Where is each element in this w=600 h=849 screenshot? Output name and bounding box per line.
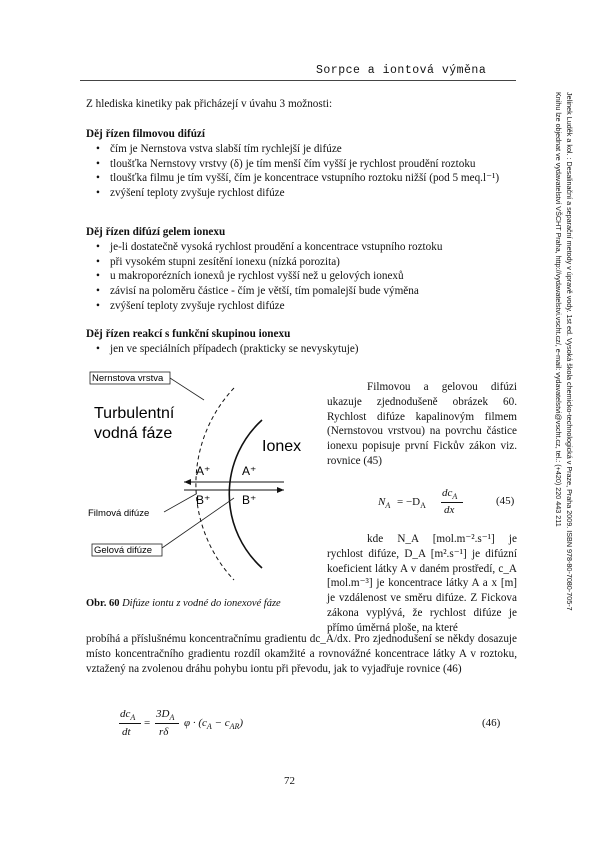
nernst-pointer bbox=[170, 378, 204, 400]
eq46-fraction-bar-2 bbox=[155, 723, 179, 724]
eq46-sub-a: A bbox=[206, 722, 212, 732]
eq45-num: dc bbox=[442, 487, 453, 499]
page-number: 72 bbox=[284, 775, 295, 787]
intro-text: Z hlediska kinetiky pak přicházejí v úvahu 3 možnosti: bbox=[86, 98, 333, 110]
eq45-den: dx bbox=[444, 504, 455, 516]
eq45-fraction-bar bbox=[441, 502, 463, 503]
eq46-equals: = bbox=[144, 717, 151, 729]
gel-diffusion-label: Gelová difúze bbox=[94, 545, 153, 556]
eq46-number: (46) bbox=[482, 717, 501, 729]
a-arrowhead bbox=[184, 479, 191, 485]
equation-46 bbox=[120, 708, 520, 744]
diffusion-figure bbox=[84, 370, 318, 586]
eq46-fraction-bar-1 bbox=[119, 723, 141, 724]
eq45-rhs-sub: A bbox=[420, 501, 426, 511]
nernst-label: Nernstova vrstva bbox=[92, 373, 164, 384]
eq46-sub-ar: AR bbox=[229, 722, 240, 732]
figure-caption bbox=[86, 598, 281, 609]
side-paragraph-2: kde N_A [mol.m⁻².s⁻¹] je rychlost difúze, D_A [m².s⁻¹] je difúzní koeficient látky A v daném prostředí, c_A [mol.m⁻³] je koncentrace látky A a x [m] je vzdálenost ve směru difúze. Z Fickova zákona vyplývá, že rychlost difúze je přímo úměrná ploše, na které bbox=[327, 533, 517, 634]
figure-caption-text: Difúze iontu z vodné do ionexové fáze bbox=[122, 598, 281, 609]
list-item: • u makroporézních ionexů je rychlost vyšší než u gelových ionexů bbox=[86, 269, 526, 284]
eq46-frac2-num-sub: A bbox=[169, 713, 175, 723]
citation-line-1: Jelínek Luděk a kol. : Desalinační a separační metody v úpravě vody. 1st ed. Vysoká škola chemicko-technologická v Praze, Praha 2009. ISBN 978-80-7080-705-7 bbox=[565, 92, 574, 611]
turbulent-label-1: Turbulentní bbox=[94, 405, 175, 422]
figure-caption-number: Obr. 60 bbox=[86, 598, 120, 609]
b-ion-left: B⁺ bbox=[196, 493, 211, 507]
list-item: • při vysokém stupni zesítění ionexu (nízká porozita) bbox=[86, 255, 526, 270]
film-pointer bbox=[164, 494, 196, 512]
section-heading: Děj řízen reakcí s funkční skupinou ionexu bbox=[86, 328, 291, 340]
eq45-lhs-sub: A bbox=[385, 501, 391, 511]
eq46-num: dc bbox=[120, 708, 131, 720]
nernst-layer-boundary bbox=[196, 388, 234, 580]
eq46-tail-end: ) bbox=[239, 717, 244, 729]
running-header: Sorpce a iontová výměna bbox=[316, 64, 487, 77]
a-ion-right: A⁺ bbox=[242, 464, 257, 478]
list-item: • tloušťka filmu je tím vyšší, čím je koncentrace vstupního roztoku nižší (pod 5 meq.l⁻¹) bbox=[86, 171, 526, 186]
b-arrowhead bbox=[277, 487, 284, 493]
list-item: • jen ve speciálních případech (prakticky se nevyskytuje) bbox=[86, 342, 526, 357]
film-diffusion-label: Filmová difúze bbox=[88, 508, 150, 519]
b-ion-right: B⁺ bbox=[242, 493, 257, 507]
list-item: • zvýšení teploty zvyšuje rychlost difúze bbox=[86, 186, 526, 201]
citation-sidebar bbox=[554, 92, 576, 722]
a-ion-left: A⁺ bbox=[196, 464, 211, 478]
eq46-tail: φ · (c bbox=[184, 717, 207, 729]
section-2 bbox=[86, 225, 526, 314]
turbulent-label-2: vodná fáze bbox=[94, 425, 173, 442]
list-item: • tloušťka Nernstovy vrstvy (δ) je tím menší čím vyšší je rychlost proudění roztoku bbox=[86, 157, 526, 172]
section-heading: Děj řízen filmovou difúzí bbox=[86, 128, 206, 140]
eq46-tail-mid: − c bbox=[211, 717, 230, 729]
section-heading: Děj řízen difúzí gelem ionexu bbox=[86, 226, 226, 238]
section-1 bbox=[86, 127, 526, 201]
header-rule bbox=[80, 80, 516, 81]
eq45-rhs: = −D bbox=[397, 496, 421, 508]
eq45-number: (45) bbox=[496, 495, 515, 507]
side-paragraph-1: Filmovou a gelovou difúzi ukazuje zjednodušeně obrázek 60. Rychlost difúze kapalinovým filmem (Nernstovou vrstvou) na povrchu částice ionexu popisuje první Fickův zákon viz. rovnice (45) bbox=[327, 381, 517, 467]
eq46-den: dt bbox=[122, 726, 131, 738]
list-item: • je-li dostatečně vysoká rychlost proudění a koncentrace vstupního roztoku bbox=[86, 240, 526, 255]
full-paragraph: probíhá a příslušnému koncentračnímu gradientu dc_A/dx. Pro zjednodušení se někdy dosazuje místo koncentračního gradientu rozdíl okamžité a rovnovážné koncentrace látky A v roztoku, vztažený na zvolenou dráhu pohybu iontu při převodu, jak to vyjadřuje rovnice (46) bbox=[86, 633, 517, 675]
equation-45 bbox=[378, 487, 538, 521]
ionex-label: Ionex bbox=[262, 438, 302, 455]
eq46-frac2-num: 3D bbox=[156, 708, 170, 720]
eq46-frac2-den: rδ bbox=[159, 726, 169, 738]
list-item: • čím je Nernstova vstva slabší tím rychlejší je difúze bbox=[86, 142, 526, 157]
citation-line-2: Knihu lze objednat ve vydavatelství VŠCHT Praha, http://vydavatelstvi.vscht.cz/, e-mail: vydavatelstvi@vscht.cz, tel.: (+420) 220 443 211 bbox=[554, 92, 563, 527]
eq46-num-sub: A bbox=[130, 713, 136, 723]
eq45-lhs: N bbox=[378, 496, 386, 508]
list-item: • zvýšení teploty zvyšuje rychlost difúze bbox=[86, 299, 526, 314]
eq45-num-sub: A bbox=[452, 492, 458, 502]
section-3 bbox=[86, 327, 526, 357]
list-item: • závisí na poloměru částice - čím je větší, tím pomalejší bude výměna bbox=[86, 284, 526, 299]
